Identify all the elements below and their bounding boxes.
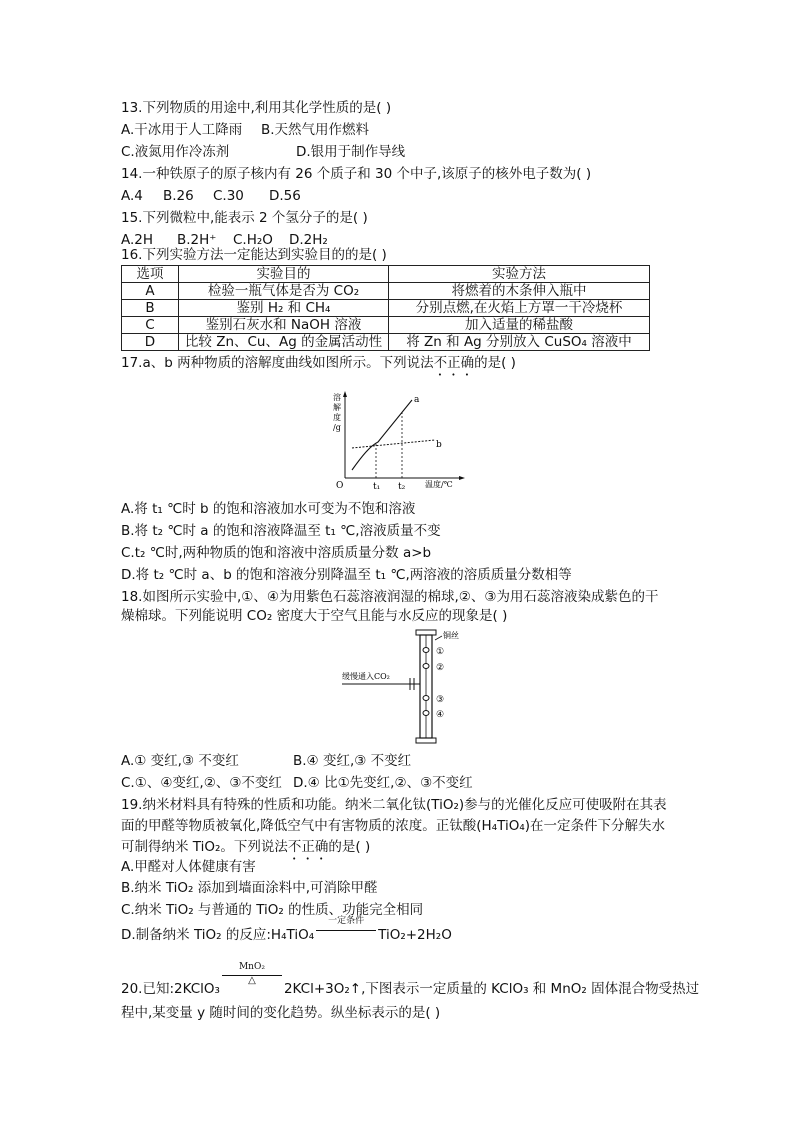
q15-option-c: C.H₂O xyxy=(233,232,273,248)
heat-symbol: △ xyxy=(248,975,256,986)
q17-option-c: C.t₂ ℃时,两种物质的饱和溶液中溶质质量分数 a>b xyxy=(121,545,432,561)
q19-option-c: C.纳米 TiO₂ 与普通的 TiO₂ 的性质、功能完全相同 xyxy=(121,902,424,918)
q17-stem: 17.a、b 两种物质的溶解度曲线如图所示。下列说法不正确的是( ) xyxy=(121,355,516,371)
y-axis-label: 度 xyxy=(333,413,341,422)
table-cell: C xyxy=(122,317,179,334)
reaction-arrow xyxy=(314,916,378,944)
table-header-row xyxy=(122,266,650,283)
table-cell: 分别点燃,在火焰上方罩一干冷烧杯 xyxy=(389,300,650,317)
cotton-ball-1-label: ① xyxy=(436,647,445,657)
q19-option-d: D.制备纳米 TiO₂ 的反应:H₄TiO₄ 一定条件 TiO₂+2H₂O xyxy=(121,916,452,943)
q14-option-b: B.26 xyxy=(163,188,194,204)
curve-a-label: a xyxy=(414,395,420,405)
emphasis-text: 不正确 xyxy=(287,839,329,855)
q15-stem: 15.下列微粒中,能表示 2 个氢分子的是( ) xyxy=(121,210,368,226)
q14-option-c: C.30 xyxy=(213,188,244,204)
cotton-ball-3-label: ③ xyxy=(436,695,445,705)
q13-options-row2 xyxy=(121,143,405,161)
table-cell: 鉴别 H₂ 和 CH₄ xyxy=(179,300,389,317)
table-row xyxy=(122,317,650,334)
co2-tube-figure xyxy=(340,628,490,748)
q13-option-b: B.天然气用作燃料 xyxy=(261,122,370,138)
y-axis-label: /g xyxy=(333,423,341,432)
q14-stem: 14.一种铁原子的原子核内有 26 个质子和 30 个中子,该原子的核外电子数为( ) xyxy=(121,166,592,182)
q13-option-d: D.银用于制作导线 xyxy=(296,144,406,160)
co2-inlet-label: 缓慢通入CO₂ xyxy=(342,672,390,681)
q15-option-b: B.2H⁺ xyxy=(177,232,217,248)
table-cell: D xyxy=(122,334,179,351)
q19-stem-line2: 面的甲醛等物质被氧化,降低空气中有害物质的浓度。正钛酸(H₄TiO₄)在一定条件下分解失水 xyxy=(121,818,666,834)
table-cell: 将燃着的木条伸入瓶中 xyxy=(389,283,650,300)
cotton-ball-2-label: ② xyxy=(436,663,445,673)
table-cell: 比较 Zn、Cu、Ag 的金属活动性 xyxy=(179,334,389,351)
table-row xyxy=(122,300,650,317)
q13-option-a: A.干冰用于人工降雨 xyxy=(121,122,243,138)
t2-label: t₂ xyxy=(398,482,406,492)
q18-stem-line1: 18.如图所示实验中,①、④为用紫色石蕊溶液润湿的棉球,②、③为用石蕊溶液染成紫色的干 xyxy=(121,589,659,605)
table-cell: A xyxy=(122,283,179,300)
table-cell: B xyxy=(122,300,179,317)
q17-option-b: B.将 t₂ ℃时 a 的饱和溶液降温至 t₁ ℃,溶液质量不变 xyxy=(121,523,441,539)
q19-option-b: B.纳米 TiO₂ 添加到墙面涂料中,可消除甲醛 xyxy=(121,880,378,896)
origin-label: O xyxy=(336,481,344,491)
copper-wire-label: 铜丝 xyxy=(443,631,459,640)
catalyst-label: MnO₂ xyxy=(238,962,265,972)
q18-options-row2 xyxy=(121,774,473,792)
q19-stem-line3: 可制得纳米 TiO₂。下列说法不正确的是( ) xyxy=(121,839,371,855)
cotton-ball-4-label: ④ xyxy=(436,710,445,720)
table-header: 选项 xyxy=(122,266,179,283)
table-cell: 将 Zn 和 Ag 分别放入 CuSO₄ 溶液中 xyxy=(389,334,650,351)
y-axis-label: 溶 xyxy=(333,393,341,402)
table-header: 实验目的 xyxy=(179,266,389,283)
curve-b xyxy=(352,440,435,448)
x-axis-label: 温度/℃ xyxy=(425,480,453,489)
q18-option-c: C.①、④变红,②、③不变红 xyxy=(121,775,282,791)
q16-stem: 16.下列实验方法一定能达到实验目的的是( ) xyxy=(121,247,387,263)
table-cell: 检验一瓶气体是否为 CO₂ xyxy=(179,283,389,300)
q17-option-a: A.将 t₁ ℃时 b 的饱和溶液加水可变为不饱和溶液 xyxy=(121,501,416,517)
q18-stem-line2: 燥棉球。下列能说明 CO₂ 密度大于空气且能与水反应的现象是( ) xyxy=(121,608,508,624)
y-axis-label: 解 xyxy=(333,403,341,412)
q18-option-d: D.④ 比①先变红,②、③不变红 xyxy=(293,775,473,791)
q14-option-d: D.56 xyxy=(269,188,301,204)
curve-b-label: b xyxy=(436,440,442,450)
curve-a xyxy=(352,400,412,470)
q19-option-a: A.甲醛对人体健康有害 xyxy=(121,859,256,875)
q16-table xyxy=(121,265,650,351)
q14-option-a: A.4 xyxy=(121,188,143,204)
reaction-condition: 一定条件 xyxy=(328,916,365,926)
q18-option-a: A.① 变红,③ 不变红 xyxy=(121,753,239,769)
q19-stem-line1: 19.纳米材料具有特殊的性质和功能。纳米二氧化钛(TiO₂)参与的光催化反应可使吸附在其表 xyxy=(121,797,667,813)
t1-label: t₁ xyxy=(373,482,381,492)
emphasis-text: 不正确 xyxy=(433,355,475,371)
q20-stem-line2: 程中,某变量 y 随时间的变化趋势。纵坐标表示的是( ) xyxy=(121,1005,441,1021)
table-row xyxy=(122,334,650,351)
q17-option-d: D.将 t₂ ℃时 a、b 的饱和溶液分别降温至 t₁ ℃,两溶液的溶质质量分数相等 xyxy=(121,567,572,583)
q15-option-a: A.2H xyxy=(121,232,154,248)
q13-stem: 13.下列物质的用途中,利用其化学性质的是( ) xyxy=(121,100,392,116)
q18-option-b: B.④ 变红,③ 不变红 xyxy=(293,753,412,769)
q15-option-d: D.2H₂ xyxy=(289,232,328,248)
q13-option-c: C.液氮用作冷冻剂 xyxy=(121,144,230,160)
q14-options xyxy=(121,187,301,205)
table-cell: 鉴别石灰水和 NaOH 溶液 xyxy=(179,317,389,334)
reaction-arrow xyxy=(220,962,284,998)
table-row xyxy=(122,283,650,300)
q13-options-row1 xyxy=(121,121,369,139)
solubility-graph xyxy=(330,390,470,490)
q20-stem-line1: 20.已知:2KClO₃ MnO₂ △ 2KCl+3O₂↑,下图表示一定质量的 KClO₃ 和 MnO₂ 固体混合物受热过 xyxy=(121,962,700,997)
table-cell: 加入适量的稀盐酸 xyxy=(389,317,650,334)
table-header: 实验方法 xyxy=(389,266,650,283)
q18-options-row1 xyxy=(121,752,411,770)
